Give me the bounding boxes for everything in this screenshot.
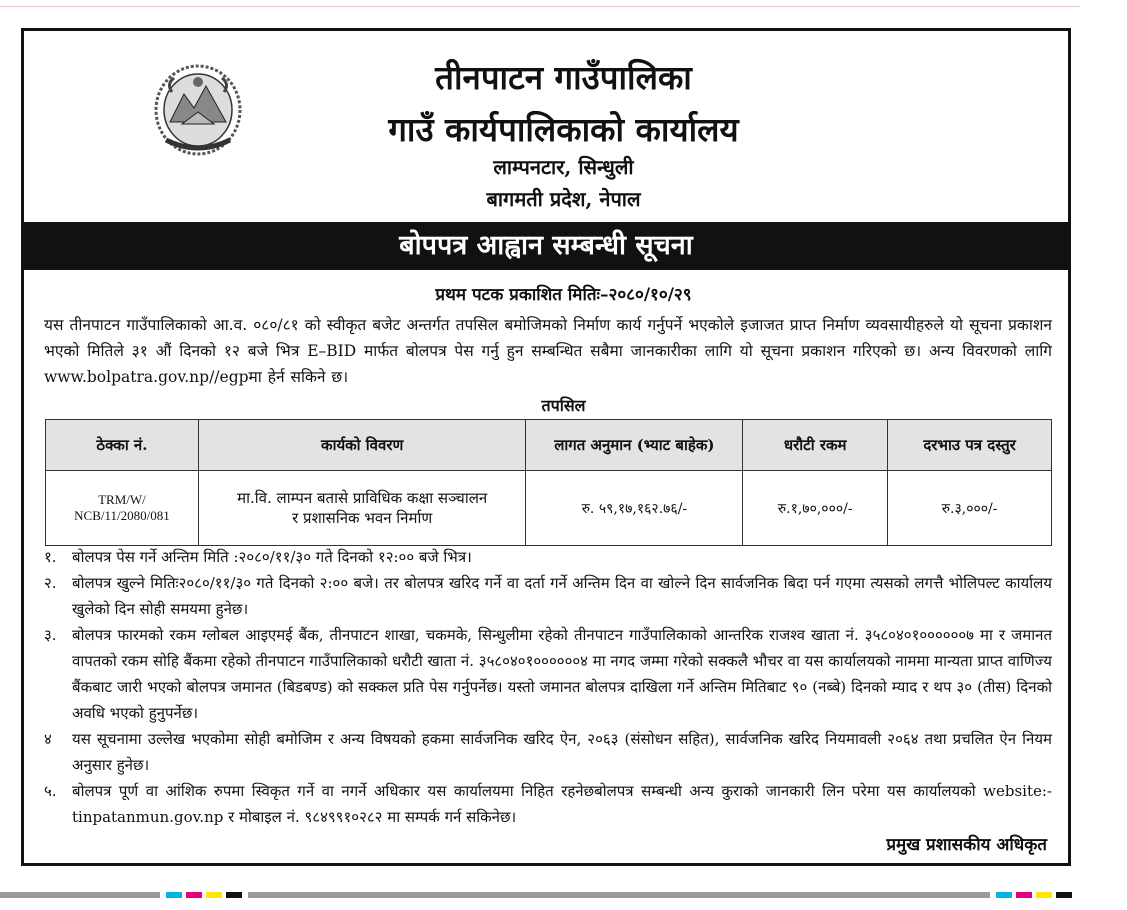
strip-cyan-right: [996, 892, 1012, 898]
header-description: कार्यको विवरण: [198, 420, 526, 471]
notes-list: [44, 544, 1052, 830]
list-item: [44, 726, 1052, 778]
municipality-name: तीनपाटन गाउँपालिका: [435, 58, 692, 97]
list-item: [44, 544, 1052, 570]
strip-yellow: [206, 892, 222, 898]
office-address: लाम्पनटार, सिन्धुली: [493, 155, 634, 179]
print-color-strip: [0, 892, 1127, 898]
header-contract-no: ठेक्का नं.: [46, 420, 199, 471]
table-caption: तपसिल: [541, 396, 586, 415]
publication-date: प्रथम पटक प्रकाशित मितिः–२०८०/१०/२९: [435, 285, 692, 305]
header-fee: दरभाउ पत्र दस्तुर: [888, 420, 1052, 471]
top-rule: [0, 6, 1080, 7]
office-name: गाउँ कार्यपालिकाको कार्यालय: [388, 110, 739, 149]
strip-cyan: [166, 892, 182, 898]
note-number: ४: [44, 730, 52, 748]
cost-estimate-cell: रु. ५९,१७,१६२.७६/-: [526, 471, 743, 546]
description-cell: [198, 471, 526, 546]
contract-no-cell: [46, 471, 199, 546]
note-text: बोलपत्र पेस गर्ने अन्तिम मिति :२०८०/११/३० गते दिनको १२:०० बजे भित्र।: [72, 548, 472, 566]
contract-no-line1: TRM/W/: [98, 492, 146, 507]
note-number: १.: [44, 548, 57, 566]
header-cost-estimate: लागत अनुमान (भ्याट बाहेक): [526, 420, 743, 471]
contract-no-line2: NCB/11/2080/081: [74, 508, 170, 523]
note-text: बोलपत्र फारमको रकम ग्लोबल आइएमई बैंक, तीनपाटन शाखा, चकमके, सिन्धुलीमा रहेको तीनपाटन गाउँपालिकाको आन्तरिक राजश्व खाता नं. ३५८०४०१००००००७ मा र जमानत वापतको रकम सोहि बैंकमा रहेको तीनपाटन गाउँपालिकाको धरौटी खाता नं. ३५८०४०१००००००४ मा नगद जम्मा गरेको सक्कलै भौचर वा यस कार्यालयको नाममा मान्यता प्राप्त वाणिज्य बैंकबाट जारी भएको बोलपत्र जमानत (बिडबण्ड) को सक्कल प्रति पेस गर्नुपर्नेछ। यस्तो जमानत बोलपत्र दाखिला गर्ने अन्तिम मितिबाट ९० (नब्बे) दिनको म्याद र थप ३० (तीस) दिनको अवधि भएको हुनुपर्नेछ।: [72, 626, 1052, 722]
strip-gray-left: [0, 892, 160, 898]
list-item: [44, 570, 1052, 622]
table-row: [46, 471, 1052, 546]
note-number: २.: [44, 574, 57, 592]
notice-title-banner: बोपपत्र आह्वान सम्बन्धी सूचना: [24, 222, 1068, 270]
table-header-row: [46, 420, 1052, 471]
bid-table: [45, 419, 1052, 546]
fee-cell: रु.३,०००/-: [888, 471, 1052, 546]
signature-title: प्रमुख प्रशासकीय अधिकृत: [886, 835, 1047, 855]
note-number: ५.: [44, 782, 57, 800]
province-country: बागमती प्रदेश, नेपाल: [486, 187, 641, 211]
strip-black: [226, 892, 242, 898]
strip-yellow-right: [1036, 892, 1052, 898]
note-text: बोलपत्र खुल्ने मितिः२०८०/११/३० गते दिनको २:०० बजे। तर बोलपत्र खरिद गर्ने वा दर्ता गर्ने अन्तिम दिन वा खोल्ने दिन सार्वजनिक बिदा पर्न गएमा त्यसको लगत्तै भोलिपल्ट कार्यालय खुलेको दिन सोही समयमा हुनेछ।: [72, 574, 1052, 618]
strip-magenta-right: [1016, 892, 1032, 898]
description-line1: मा.वि. लाम्पन बतासे प्राविधिक कक्षा सञ्चालन: [237, 489, 488, 507]
strip-black-right: [1056, 892, 1072, 898]
note-text: बोलपत्र पूर्ण वा आंशिक रुपमा स्विकृत गर्ने वा नगर्ने अधिकार यस कार्यालयमा निहित रहनेछबोलपत्र सम्बन्धी अन्य कुराको जानकारी लिन परेमा यस कार्यालयको website:- tinpatanmun.gov.np र मोबाइल नं. ९८४९९१०२८२ मा सम्पर्क गर्न सकिनेछ।: [72, 782, 1052, 826]
intro-paragraph: यस तीनपाटन गाउँपालिकाको आ.व. ०८०/८१ को स्वीकृत बजेट अन्तर्गत तपसिल बमोजिमको निर्माण कार्य गर्नुपर्ने भएकोले इजाजत प्राप्त निर्माण व्यवसायीहरुले यो सूचना प्रकाशन भएको मितिले ३१ औं दिनको १२ बजे भित्र E–BID मार्फत बोलपत्र पेस गर्नु हुन सम्बन्धित सबैमा जानकारीका लागि यो सूचना प्रकाशन गरिएको छ। अन्य विवरणको लागि www.bolpatra.gov.np//egpमा हेर्न सकिने छ।: [44, 316, 1052, 386]
strip-magenta: [186, 892, 202, 898]
description-line2: र प्रशासनिक भवन निर्माण: [292, 509, 433, 527]
note-number: ३.: [44, 626, 57, 644]
deposit-cell: रु.१,७०,०००/-: [743, 471, 888, 546]
note-text: यस सूचनामा उल्लेख भएकोमा सोही बमोजिम र अन्य विषयको हकमा सार्वजनिक खरिद ऐन, २०६३ (संसोधन सहित), सार्वजनिक खरिद नियमावली २०६४ तथा प्रचलित ऐन नियम अनुसार हुनेछ।: [72, 730, 1052, 774]
header-deposit: धरौटी रकम: [743, 420, 888, 471]
list-item: [44, 622, 1052, 726]
strip-gray-middle: [248, 892, 990, 898]
list-item: [44, 778, 1052, 830]
